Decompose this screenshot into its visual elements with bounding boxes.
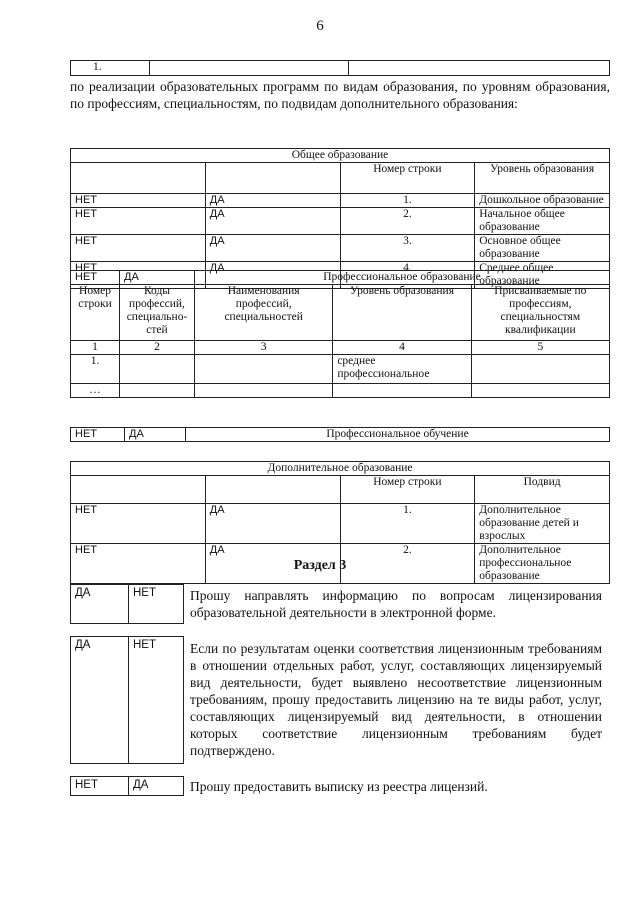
- row1-mid: [150, 61, 349, 76]
- yes-box[interactable]: ДА: [205, 194, 340, 208]
- col-number: 4: [333, 341, 471, 355]
- yes-box[interactable]: ДА: [125, 428, 186, 442]
- blank-cell: [120, 384, 195, 398]
- blank-cell: [71, 163, 206, 194]
- col-sub-header: Подвид: [475, 476, 610, 504]
- row-name: Дополнительное профессиональное образование: [475, 544, 610, 584]
- table-row: [71, 384, 610, 398]
- qual-cell[interactable]: [471, 355, 609, 384]
- q3-b-box[interactable]: ДА: [128, 776, 184, 796]
- no-box[interactable]: НЕТ: [71, 271, 120, 285]
- col-header: Наименования профессий, специальностей: [195, 285, 333, 341]
- col-header: Коды профессий, специально-стей: [120, 285, 195, 341]
- name-cell[interactable]: [195, 355, 333, 384]
- row-num: 1.: [340, 504, 475, 544]
- row-num: 1.: [71, 355, 120, 384]
- q3-a-box[interactable]: НЕТ: [70, 776, 129, 796]
- row-num: 2.: [340, 544, 475, 584]
- blank-cell: [333, 384, 471, 398]
- row-name: Основное общее образование: [475, 235, 610, 262]
- level-cell: среднее профессиональное: [333, 355, 471, 384]
- row-name: Начальное общее образование: [475, 208, 610, 235]
- col-num-header: Номер строки: [340, 476, 475, 504]
- col-number: 5: [471, 341, 609, 355]
- col-number: 2: [120, 341, 195, 355]
- prof-training-table: [70, 427, 610, 442]
- no-box[interactable]: НЕТ: [71, 504, 206, 544]
- yes-box[interactable]: ДА: [205, 262, 340, 289]
- row-name: Дополнительное образование детей и взрослых: [475, 504, 610, 544]
- table-row: [71, 355, 610, 384]
- row-ellipsis: …: [71, 384, 120, 398]
- col-header: Присваиваемые по профессиям, специальностям квалификации: [471, 285, 609, 341]
- yes-box[interactable]: ДА: [205, 235, 340, 262]
- yes-box[interactable]: ДА: [205, 504, 340, 544]
- row-num: 1.: [340, 194, 475, 208]
- blank-cell: [195, 384, 333, 398]
- blank-cell: [205, 163, 340, 194]
- row1-num: 1.: [71, 61, 150, 76]
- q2-b-box[interactable]: НЕТ: [128, 636, 184, 764]
- intro-text: по реализации образовательных программ по видам образования, по уровням образования, по профессиям, специальностям, по подвидам дополнительного образования:: [70, 79, 610, 111]
- no-box[interactable]: НЕТ: [71, 428, 125, 442]
- table-row: [71, 208, 610, 235]
- yes-box[interactable]: ДА: [205, 544, 340, 584]
- q2-text: Если по результатам оценки соответствия лицензионным требованиям в отношении отдельных работ, услуг, составляющих лицензируемый вид деятельности, будет выявлено несоответствие лицензионным требованиям, прошу предоставить лицензию на те виды работ, услуг, составляющих лицензируемый вид деятельности, в отношении которых соответствие лицензионным требованиям будет подтверждено.: [190, 641, 602, 758]
- blank-cell: [471, 384, 609, 398]
- row1-table: [70, 60, 610, 76]
- q1-a-box[interactable]: ДА: [70, 584, 129, 624]
- col-header: Уровень образования: [333, 285, 471, 341]
- prof-edu-table: [70, 270, 610, 398]
- general-edu-title: Общее образование: [71, 149, 610, 163]
- col-number: 3: [195, 341, 333, 355]
- no-box[interactable]: НЕТ: [71, 262, 206, 289]
- no-box[interactable]: НЕТ: [71, 544, 206, 584]
- prof-training-title: Профессиональное обучение: [186, 428, 610, 442]
- row-num: 3.: [340, 235, 475, 262]
- col-num-header: Номер строки: [340, 163, 475, 194]
- row-num: 4.: [340, 262, 475, 289]
- q2-a-box[interactable]: ДА: [70, 636, 129, 764]
- yes-box[interactable]: ДА: [205, 208, 340, 235]
- row-num: 2.: [340, 208, 475, 235]
- add-edu-title: Дополнительное образование: [71, 462, 610, 476]
- row1-right: [349, 61, 610, 76]
- q1-b-box[interactable]: НЕТ: [128, 584, 184, 624]
- col-level-header: Уровень образования: [475, 163, 610, 194]
- q1-text: Прошу направлять информацию по вопросам лицензирования образовательной деятельности в электронной форме.: [190, 588, 602, 620]
- blank-cell: [71, 476, 206, 504]
- page-number: 6: [316, 18, 324, 34]
- row-name: Среднее общее образование: [475, 262, 610, 289]
- yes-box[interactable]: ДА: [120, 271, 195, 285]
- section3-title: Раздел 3: [293, 558, 347, 573]
- q3-text: Прошу предоставить выписку из реестра лицензий.: [190, 779, 488, 794]
- no-box[interactable]: НЕТ: [71, 194, 206, 208]
- table-row: [71, 504, 610, 544]
- no-box[interactable]: НЕТ: [71, 208, 206, 235]
- code-cell[interactable]: [120, 355, 195, 384]
- blank-cell: [205, 476, 340, 504]
- prof-edu-title: Профессиональное образование: [195, 271, 610, 285]
- table-row: [71, 235, 610, 262]
- general-edu-table: [70, 148, 610, 289]
- table-row: [71, 194, 610, 208]
- row-name: Дошкольное образование: [475, 194, 610, 208]
- col-header: Номер строки: [71, 285, 120, 341]
- no-box[interactable]: НЕТ: [71, 235, 206, 262]
- col-number: 1: [71, 341, 120, 355]
